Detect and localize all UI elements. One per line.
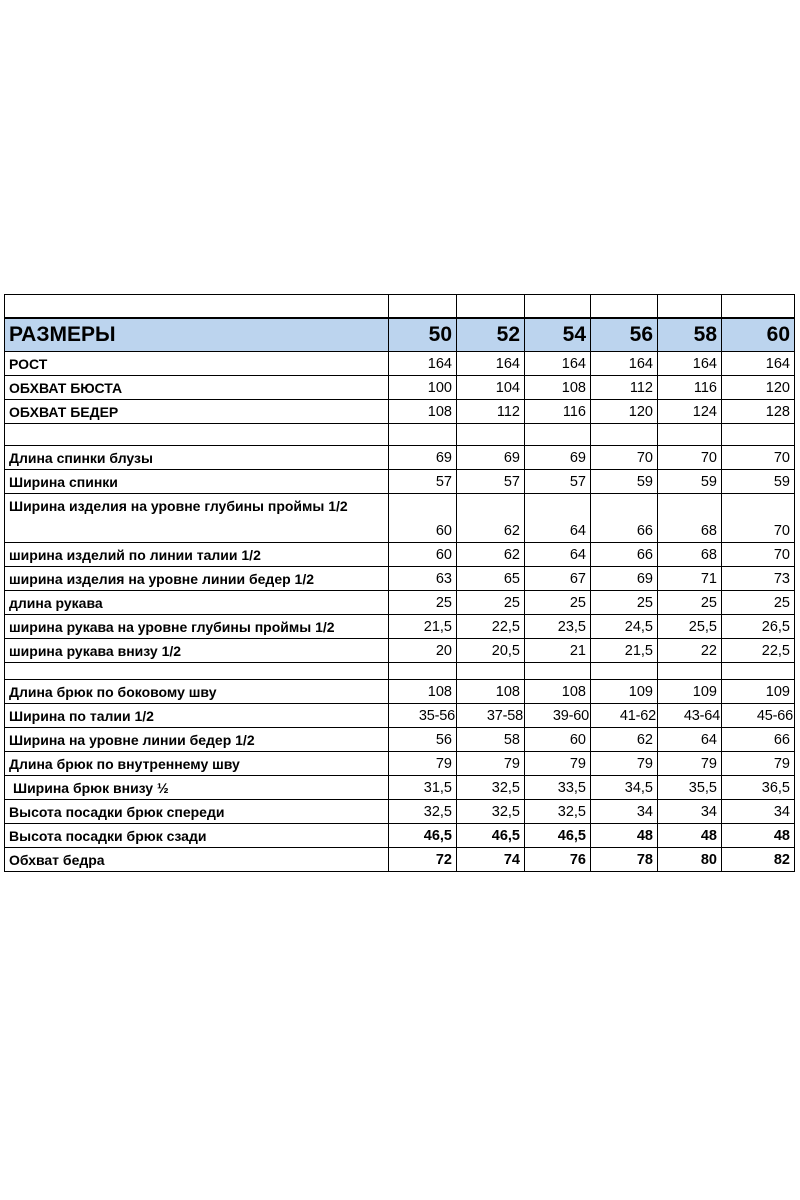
row-label: РОСТ xyxy=(5,352,389,376)
row-value: 69 xyxy=(591,567,658,591)
row-value: 100 xyxy=(389,376,457,400)
size-header: 52 xyxy=(457,318,525,352)
row-value: 34 xyxy=(591,800,658,824)
table-row xyxy=(5,400,795,424)
row-value: 59 xyxy=(658,470,722,494)
row-value: 25 xyxy=(591,591,658,615)
table-cell xyxy=(658,424,722,446)
row-label: ОБХВАТ БЮСТА xyxy=(5,376,389,400)
row-value: 34 xyxy=(658,800,722,824)
row-value: 57 xyxy=(389,470,457,494)
row-value: 164 xyxy=(722,352,795,376)
row-value: 48 xyxy=(591,824,658,848)
row-value: 46,5 xyxy=(525,824,591,848)
row-label: Ширина изделия на уровне глубины проймы 1/2 xyxy=(5,494,389,543)
row-value: 108 xyxy=(457,680,525,704)
row-value: 108 xyxy=(389,400,457,424)
table-cell xyxy=(591,424,658,446)
table-row xyxy=(5,352,795,376)
row-value: 23,5 xyxy=(525,615,591,639)
table-cell xyxy=(722,424,795,446)
row-value: 164 xyxy=(591,352,658,376)
row-label: Длина брюк по боковому шву xyxy=(5,680,389,704)
row-value: 62 xyxy=(457,543,525,567)
row-value: 48 xyxy=(658,824,722,848)
row-value: 68 xyxy=(658,494,722,543)
row-value: 63 xyxy=(389,567,457,591)
row-value: 39-60 xyxy=(525,704,591,728)
row-value: 120 xyxy=(722,376,795,400)
row-value: 73 xyxy=(722,567,795,591)
table-cell xyxy=(722,663,795,680)
row-value: 66 xyxy=(591,543,658,567)
row-value: 21,5 xyxy=(389,615,457,639)
row-value: 43-64 xyxy=(658,704,722,728)
size-header: 58 xyxy=(658,318,722,352)
table-cell xyxy=(5,663,389,680)
table-row xyxy=(5,848,795,872)
table-cell xyxy=(5,295,389,319)
row-value: 112 xyxy=(591,376,658,400)
row-value: 164 xyxy=(389,352,457,376)
row-value: 34 xyxy=(722,800,795,824)
row-value: 25,5 xyxy=(658,615,722,639)
row-value: 62 xyxy=(457,494,525,543)
row-value: 56 xyxy=(389,728,457,752)
row-value: 104 xyxy=(457,376,525,400)
header-label: РАЗМЕРЫ xyxy=(5,318,389,352)
row-value: 82 xyxy=(722,848,795,872)
row-value: 108 xyxy=(389,680,457,704)
row-value: 37-58 xyxy=(457,704,525,728)
row-label: Длина брюк по внутреннему шву xyxy=(5,752,389,776)
row-value: 109 xyxy=(658,680,722,704)
size-header: 56 xyxy=(591,318,658,352)
row-value: 70 xyxy=(722,543,795,567)
table-row xyxy=(5,728,795,752)
row-value: 80 xyxy=(658,848,722,872)
table-row xyxy=(5,704,795,728)
row-value: 31,5 xyxy=(389,776,457,800)
row-value: 70 xyxy=(722,446,795,470)
row-value: 58 xyxy=(457,728,525,752)
row-value: 60 xyxy=(389,543,457,567)
row-value: 64 xyxy=(525,543,591,567)
row-value: 59 xyxy=(591,470,658,494)
row-value: 70 xyxy=(722,494,795,543)
row-value: 25 xyxy=(658,591,722,615)
table-row xyxy=(5,800,795,824)
table-cell xyxy=(389,295,457,319)
row-value: 22 xyxy=(658,639,722,663)
table-cell xyxy=(658,295,722,319)
row-value: 70 xyxy=(591,446,658,470)
row-value: 79 xyxy=(722,752,795,776)
row-value: 164 xyxy=(525,352,591,376)
row-label: Длина спинки блузы xyxy=(5,446,389,470)
row-value: 79 xyxy=(457,752,525,776)
row-value: 64 xyxy=(658,728,722,752)
row-label: ширина рукава внизу 1/2 xyxy=(5,639,389,663)
row-value: 164 xyxy=(658,352,722,376)
row-value: 48 xyxy=(722,824,795,848)
row-value: 25 xyxy=(389,591,457,615)
row-value: 66 xyxy=(722,728,795,752)
row-value: 26,5 xyxy=(722,615,795,639)
table-cell xyxy=(457,663,525,680)
row-value: 108 xyxy=(525,376,591,400)
table-row xyxy=(5,752,795,776)
table-cell xyxy=(525,663,591,680)
row-value: 59 xyxy=(722,470,795,494)
table-row xyxy=(5,591,795,615)
row-value: 79 xyxy=(525,752,591,776)
table-row xyxy=(5,776,795,800)
row-value: 32,5 xyxy=(457,776,525,800)
table-row xyxy=(5,543,795,567)
row-label: длина рукава xyxy=(5,591,389,615)
row-value: 60 xyxy=(389,494,457,543)
row-label: ширина изделий по линии талии 1/2 xyxy=(5,543,389,567)
row-value: 69 xyxy=(389,446,457,470)
row-value: 57 xyxy=(457,470,525,494)
row-value: 69 xyxy=(457,446,525,470)
row-value: 46,5 xyxy=(389,824,457,848)
row-value: 32,5 xyxy=(457,800,525,824)
row-value: 70 xyxy=(658,446,722,470)
row-value: 62 xyxy=(591,728,658,752)
size-header: 60 xyxy=(722,318,795,352)
row-value: 79 xyxy=(591,752,658,776)
row-value: 35-56 xyxy=(389,704,457,728)
table-cell xyxy=(525,424,591,446)
table-row xyxy=(5,680,795,704)
row-value: 22,5 xyxy=(722,639,795,663)
table-row xyxy=(5,639,795,663)
row-label: Высота посадки брюк спереди xyxy=(5,800,389,824)
table-cell xyxy=(591,295,658,319)
table-row xyxy=(5,615,795,639)
row-label: Ширина брюк внизу ½ xyxy=(5,776,389,800)
row-label: Высота посадки брюк сзади xyxy=(5,824,389,848)
row-value: 45-66 xyxy=(722,704,795,728)
row-value: 66 xyxy=(591,494,658,543)
table-cell xyxy=(525,295,591,319)
table-row xyxy=(5,376,795,400)
size-header: 54 xyxy=(525,318,591,352)
row-value: 108 xyxy=(525,680,591,704)
row-value: 67 xyxy=(525,567,591,591)
row-value: 74 xyxy=(457,848,525,872)
row-value: 25 xyxy=(457,591,525,615)
row-label: Ширина по талии 1/2 xyxy=(5,704,389,728)
row-value: 112 xyxy=(457,400,525,424)
row-value: 109 xyxy=(722,680,795,704)
row-value: 34,5 xyxy=(591,776,658,800)
row-value: 22,5 xyxy=(457,615,525,639)
table-row xyxy=(5,824,795,848)
size-header: 50 xyxy=(389,318,457,352)
row-value: 64 xyxy=(525,494,591,543)
table-row-blank xyxy=(5,424,795,446)
row-value: 120 xyxy=(591,400,658,424)
row-value: 20 xyxy=(389,639,457,663)
row-label: ОБХВАТ БЕДЕР xyxy=(5,400,389,424)
row-label: Ширина на уровне линии бедер 1/2 xyxy=(5,728,389,752)
row-value: 32,5 xyxy=(389,800,457,824)
row-value: 60 xyxy=(525,728,591,752)
size-table xyxy=(4,294,795,872)
table-cell xyxy=(457,424,525,446)
row-value: 164 xyxy=(457,352,525,376)
row-value: 36,5 xyxy=(722,776,795,800)
row-value: 116 xyxy=(525,400,591,424)
table-row xyxy=(5,567,795,591)
table-cell xyxy=(658,663,722,680)
row-value: 33,5 xyxy=(525,776,591,800)
row-value: 79 xyxy=(389,752,457,776)
size-chart xyxy=(4,294,794,872)
row-value: 24,5 xyxy=(591,615,658,639)
row-value: 71 xyxy=(658,567,722,591)
row-value: 69 xyxy=(525,446,591,470)
row-value: 78 xyxy=(591,848,658,872)
row-value: 21 xyxy=(525,639,591,663)
row-value: 32,5 xyxy=(525,800,591,824)
row-value: 41-62 xyxy=(591,704,658,728)
row-value: 25 xyxy=(722,591,795,615)
row-value: 128 xyxy=(722,400,795,424)
table-header-row xyxy=(5,318,795,352)
row-value: 65 xyxy=(457,567,525,591)
row-value: 79 xyxy=(658,752,722,776)
row-value: 25 xyxy=(525,591,591,615)
row-value: 72 xyxy=(389,848,457,872)
row-value: 20,5 xyxy=(457,639,525,663)
row-value: 21,5 xyxy=(591,639,658,663)
table-cell xyxy=(591,663,658,680)
row-value: 76 xyxy=(525,848,591,872)
table-row xyxy=(5,446,795,470)
row-label: ширина изделия на уровне линии бедер 1/2 xyxy=(5,567,389,591)
table-row xyxy=(5,470,795,494)
table-cell xyxy=(389,424,457,446)
row-label: Ширина спинки xyxy=(5,470,389,494)
row-value: 35,5 xyxy=(658,776,722,800)
table-cell xyxy=(389,663,457,680)
row-value: 116 xyxy=(658,376,722,400)
row-value: 46,5 xyxy=(457,824,525,848)
table-cell xyxy=(722,295,795,319)
row-value: 124 xyxy=(658,400,722,424)
row-value: 57 xyxy=(525,470,591,494)
row-value: 109 xyxy=(591,680,658,704)
row-label: ширина рукава на уровне глубины проймы 1/2 xyxy=(5,615,389,639)
row-value: 68 xyxy=(658,543,722,567)
table-row-blank-top xyxy=(5,295,795,319)
row-label: Обхват бедра xyxy=(5,848,389,872)
table-row xyxy=(5,494,795,543)
table-row-blank xyxy=(5,663,795,680)
table-cell xyxy=(5,424,389,446)
table-cell xyxy=(457,295,525,319)
